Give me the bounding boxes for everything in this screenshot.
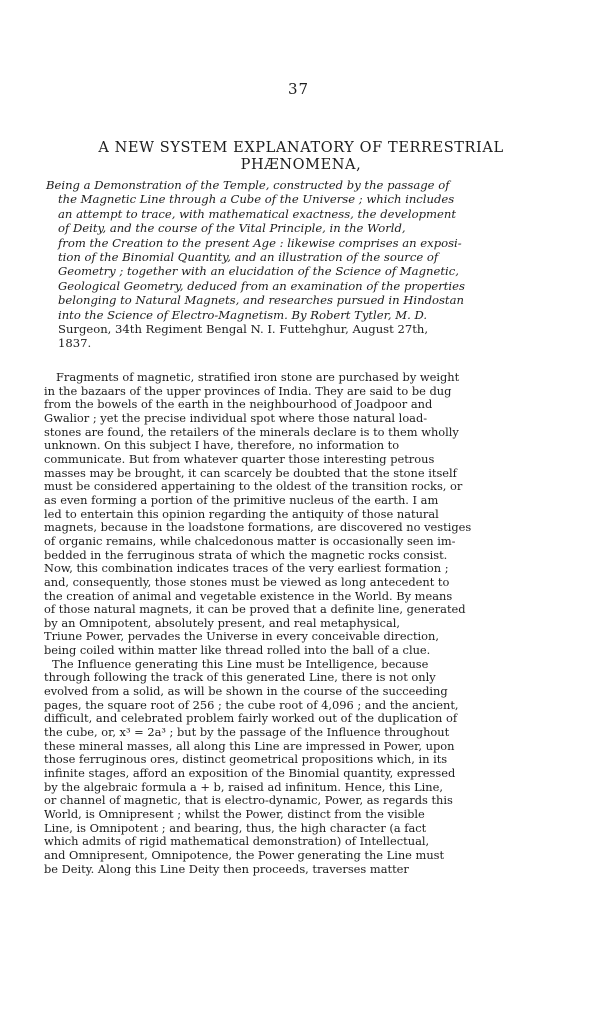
subtitle-line: an attempt to trace, with mathematical exactness, the development	[58, 206, 457, 221]
subtitle-line: the Magnetic Line through a Cube of the Universe ; which includes	[58, 192, 455, 207]
body-line: bedded in the ferruginous strata of which the magnetic rocks consist.	[44, 547, 448, 562]
article-body	[44, 371, 556, 876]
body-line: by the algebraic formula a + b, raised ad infinitum. Hence, this Line,	[44, 779, 443, 794]
article-title	[56, 140, 546, 174]
body-line: of organic remains, while chalcedonous matter is occasionally seen im-	[44, 533, 456, 548]
body-line: which admits of rigid mathematical demonstration) of Intellectual,	[44, 834, 430, 849]
article-subtitle	[46, 178, 552, 351]
body-line: Gwalior ; yet the precise individual spot where those natural load-	[44, 410, 428, 425]
body-line: being coiled within matter like thread rolled into the ball of a clue.	[44, 643, 431, 658]
subtitle-line: into the Science of Electro-Magnetism. By Robert Tytler, M. D.	[58, 307, 428, 322]
body-line: Now, this combination indicates traces of the very earliest formation ;	[44, 561, 449, 576]
body-line: Triune Power, pervades the Universe in every conceivable direction,	[44, 629, 440, 644]
subtitle-line: Surgeon, 34th Regiment Bengal N. I. Futtehghur, August 27th,	[58, 322, 429, 337]
subtitle-line: from the Creation to the present Age : likewise comprises an exposi-	[58, 235, 462, 250]
body-line: these mineral masses, all along this Line are impressed in Power, upon	[44, 738, 455, 753]
title-line-1: A NEW SYSTEM EXPLANATORY OF TERRESTRIAL	[98, 140, 504, 156]
body-line: The Influence generating this Line must be Intelligence, because	[52, 656, 429, 671]
body-line: infinite stages, afford an exposition of the Binomial quantity, expressed	[44, 766, 456, 781]
body-line: as even forming a portion of the primitive nucleus of the earth. I am	[44, 492, 439, 507]
page-number: 37	[287, 80, 310, 98]
body-line: Fragments of magnetic, stratified iron stone are purchased by weight	[56, 370, 460, 384]
body-line: of those natural magnets, it can be proved that a definite line, generated	[44, 602, 466, 617]
body-line: be Deity. Along this Line Deity then proceeds, traverses matter	[44, 861, 409, 876]
subtitle-line: Being a Demonstration of the Temple, constructed by the passage of	[46, 178, 450, 192]
body-line: pages, the square root of 256 ; the cube root of 4,096 ; and the ancient,	[44, 697, 459, 712]
body-line: those ferruginous ores, distinct geometrical propositions which, in its	[44, 752, 448, 767]
body-line: unknown. On this subject I have, therefore, no information to	[44, 438, 400, 453]
body-line: World, is Omnipresent ; whilst the Power, distinct from the visible	[44, 807, 425, 821]
body-line: masses may be brought, it can scarcely be doubted that the stone itself	[44, 465, 457, 480]
subtitle-line: 1837.	[58, 336, 92, 351]
subtitle-line: Geometry ; together with an elucidation of the Science of Magnetic,	[58, 264, 459, 279]
body-line: communicate. But from whatever quarter those interesting petrous	[44, 451, 435, 466]
title-line-2: PHÆNOMENA,	[240, 157, 362, 173]
body-line: difficult, and celebrated problem fairly worked out of the duplication of	[44, 711, 458, 726]
subtitle-line: belonging to Natural Magnets, and researches pursued in Hindostan	[58, 293, 464, 308]
body-line: evolved from a solid, as will be shown in the course of the succeeding	[44, 684, 448, 699]
body-line: by an Omnipotent, absolutely present, and real metaphysical,	[44, 615, 401, 630]
body-line: the cube, or, x³ = 2a³ ; but by the passage of the Influence throughout	[44, 725, 450, 740]
subtitle-line: Geological Geometry, deduced from an examination of the properties	[58, 278, 465, 293]
body-line: the creation of animal and vegetable existence in the World. By means	[44, 588, 453, 603]
body-line: and Omnipresent, Omnipotence, the Power generating the Line must	[44, 847, 445, 862]
body-line: Line, is Omnipotent ; and bearing, thus, the high character (a fact	[44, 820, 427, 835]
body-line: led to entertain this opinion regarding the antiquity of those natural	[44, 506, 439, 521]
body-line: and, consequently, those stones must be viewed as long antecedent to	[44, 574, 450, 589]
subtitle-line: of Deity, and the course of the Vital Principle, in the World,	[58, 221, 406, 236]
body-line: or channel of magnetic, that is electro-dynamic, Power, as regards this	[44, 793, 453, 808]
body-line: in the bazaars of the upper provinces of India. They are said to be dug	[44, 383, 452, 398]
body-line: magnets, because in the loadstone formations, are discovered no vestiges	[44, 520, 472, 535]
body-line: stones are found, the retailers of the minerals declare is to them wholly	[44, 424, 459, 439]
body-line: from the bowels of the earth in the neighbourhood of Joadpoor and	[44, 397, 433, 412]
subtitle-line: tion of the Binomial Quantity, and an illustration of the source of	[58, 250, 439, 265]
body-line: must be considered appertaining to the oldest of the transition rocks, or	[44, 479, 463, 494]
body-line: through following the track of this generated Line, there is not only	[44, 670, 436, 685]
